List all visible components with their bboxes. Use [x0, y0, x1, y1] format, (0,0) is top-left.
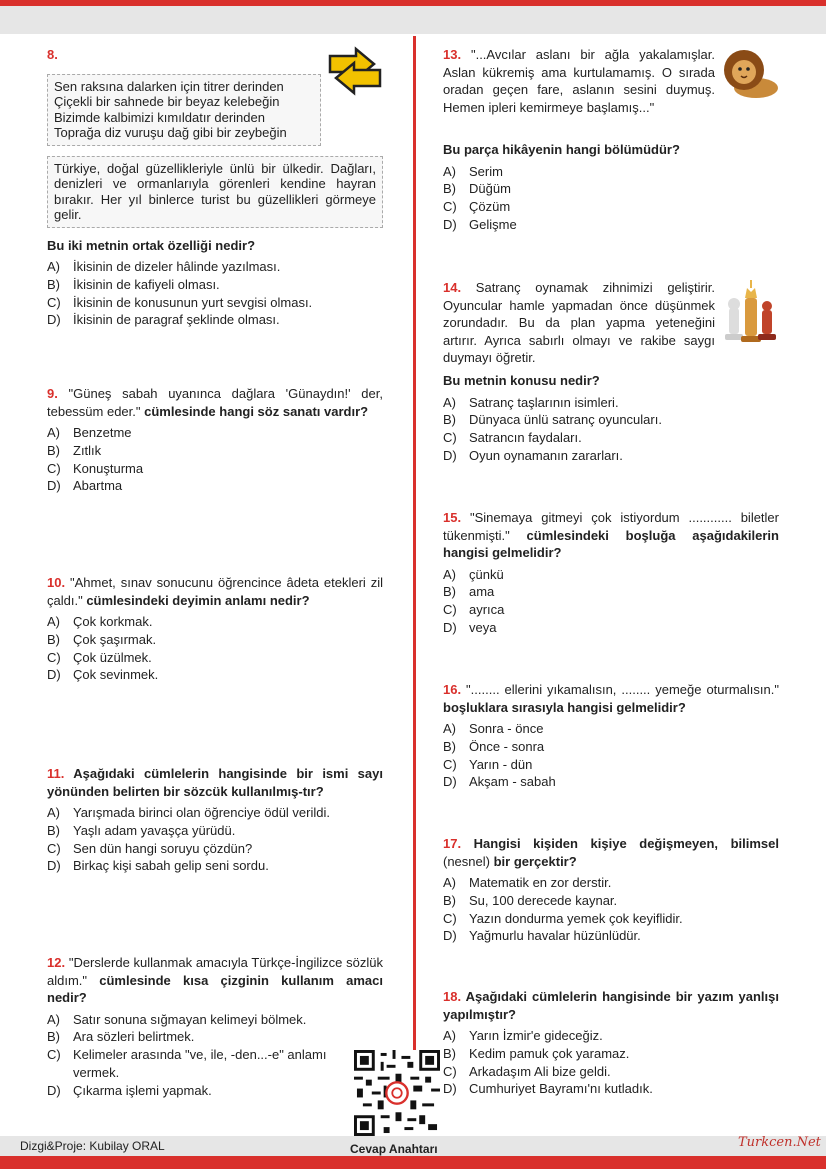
option-d[interactable]: D) Oyun oynamanın zararları.	[443, 447, 623, 463]
option-b[interactable]: B) Çok şaşırmak.	[47, 631, 157, 647]
option-c[interactable]: C) Arkadaşım Ali bize geldi.	[443, 1063, 611, 1079]
question-9: 9. "Güneş sabah uyanınca dağlara 'Günaydın!' der, tebessüm eder." cümlesinde hangi söz sanatı vardır? A) Benzetme B) Zıtlık C) Konuşturma D) Abartma	[47, 386, 383, 494]
option-d[interactable]: D) Cumhuriyet Bayramı'nı kutladık.	[443, 1081, 653, 1097]
option-b[interactable]: B) Önce - sonra	[443, 738, 545, 754]
question-15: 15. "Sinemaya gitmeyi çok istiyordum ............ biletler tükenmişti." cümlesindeki boşluğa aşağıdakilerin hangisi gelmelidir? A) çünkü B) ama C) ayrıca D) veya	[443, 510, 779, 635]
options-list	[47, 613, 383, 684]
question-stem: "Derslerde kullanmak amacıyla Türkçe-İngilizce sözlük aldım."	[47, 955, 383, 988]
question-stem: "...Avcılar aslanı bir ağla yakalamışlar. Aslan kükremiş ama kurtulamamış. O sırada oradan geçen fare, aslanın sesini duymuş. Hemen ipleri kemirmeye başlamış..."	[443, 47, 715, 115]
question-text: Bu metnin konusu nedir?	[443, 373, 600, 388]
question-text: Bu iki metnin ortak özelliği nedir?	[47, 237, 256, 253]
question-14-ask	[443, 372, 783, 465]
option-a[interactable]: A) Çok korkmak.	[47, 614, 153, 629]
question-stem: "Güneş sabah uyanınca dağlara 'Günaydın!' der, tebessüm eder."	[47, 386, 383, 419]
top-gray-band	[0, 6, 826, 34]
option-b[interactable]: B) Zıtlık	[47, 442, 102, 458]
question-text: Aşağıdaki cümlelerin hangisinde bir ismi sayı yönünden belirten bir sözcük kullanılmış-tır?	[47, 766, 383, 799]
option-b[interactable]: B) İkisinin de kafiyeli olması.	[47, 276, 220, 292]
option-d[interactable]: D) İkisinin de paragraf şeklinde olması.	[47, 312, 280, 328]
answer-key-label[interactable]: Cevap Anahtarı	[350, 1142, 438, 1156]
option-b[interactable]: B) Düğüm	[443, 181, 511, 197]
options-list	[443, 566, 779, 637]
option-c[interactable]: C) İkisinin de konusunun yurt sevgisi olması.	[47, 294, 313, 310]
question-text: Aşağıdaki cümlelerin hangisinde bir yazım yanlışı yapılmıştır?	[443, 989, 779, 1022]
arrows-icon	[326, 46, 384, 96]
option-d[interactable]: D) Yağmurlu havalar hüzünlüdür.	[443, 928, 641, 944]
question-text: Bu parça hikâyenin hangi bölümüdür?	[443, 142, 680, 157]
option-b[interactable]: B) Ara sözleri belirtmek.	[47, 1029, 195, 1045]
question-18: 18. Aşağıdaki cümlelerin hangisinde bir yazım yanlışı yapılmıştır? A) Yarın İzmir'e gideceğiz. B) Kedim pamuk çok yaramaz. C) Arkadaşım Ali bize geldi. D) Cumhuriyet Bayramı'nı kutladık.	[443, 989, 779, 1097]
options-list	[443, 163, 783, 234]
option-a[interactable]: A) Satır sonuna sığmayan kelimeyi bölmek.	[47, 1011, 307, 1027]
option-b[interactable]: B) ama	[443, 584, 495, 600]
question-text: Hangisi kişiden kişiye değişmeyen, bilimsel	[473, 836, 779, 851]
question-stem: "Ahmet, sınav sonucunu öğrencince âdeta etekleri zil çaldı."	[47, 575, 384, 608]
option-d[interactable]: D) Çıkarma işlemi yapmak.	[47, 1082, 212, 1098]
options-list	[443, 394, 783, 465]
qr-code-icon[interactable]	[354, 1050, 440, 1136]
question-stem: "Sinemaya gitmeyi çok istiyordum ............ biletler tükenmişti."	[443, 510, 779, 543]
poem-line: Sen raksına dalarken için titrer derinden	[54, 78, 284, 94]
options-list	[443, 874, 779, 945]
option-d[interactable]: D) Çok sevinmek.	[47, 667, 159, 683]
option-c[interactable]: C) Çözüm	[443, 199, 511, 215]
question-13: 13. "...Avcılar aslanı bir ağla yakalamışlar. Aslan kükremiş ama kurtulamamış. O sırada oradan geçen fare, aslanın sesini duymuş. Hemen ipleri kemirmeye başlamış..."	[443, 47, 715, 115]
column-divider	[413, 36, 416, 1131]
option-b[interactable]: B) Yaşlı adam yavaşça yürüdü.	[47, 822, 236, 838]
question-text-end: bir gerçektir?	[493, 853, 577, 869]
poem-box	[47, 74, 321, 146]
chess-pieces-icon	[722, 276, 780, 344]
poem-line: Çiçekli bir sahnede bir beyaz kelebeğin	[54, 94, 280, 109]
option-d[interactable]: D) veya	[443, 619, 497, 635]
footer-logo: Turkcen.Net	[738, 1135, 821, 1150]
question-stem: Satranç oynamak zihnimizi geliştirir. Oyuncular hamle yapmadan önce düşünmek zorundadır. Bu da plan yapma yeteneğini artırır. Ayrıca sabırlı olmayı ve rakibe saygı duymayı öğretir.	[443, 280, 715, 365]
question-text: cümlesinde hangi söz sanatı vardır?	[144, 403, 369, 419]
lion-icon	[720, 44, 782, 102]
option-b[interactable]: B) Dünyaca ünlü satranç oyuncuları.	[443, 412, 662, 428]
poem-line: Toprağa diz vuruşu dağ gibi bir zeybeğin	[54, 125, 287, 140]
question-13-ask	[443, 141, 783, 234]
question-text: cümlesinde kısa çizginin kullanım amacı nedir?	[47, 972, 383, 1005]
option-c[interactable]: C) Yarın - dün	[443, 756, 533, 772]
question-11: 11. Aşağıdaki cümlelerin hangisinde bir ismi sayı yönünden belirten bir sözcük kullanılmış-tır? A) Yarışmada birinci olan öğrenciye ödül verildi. B) Yaşlı adam yavaşça yürüdü. C) Sen dün hangi soruyu çözdün? D) Birkaç kişi sabah gelip seni sordu.	[47, 766, 383, 874]
options-list	[47, 1011, 383, 1100]
option-d[interactable]: D) Abartma	[47, 478, 123, 494]
question-text: boşluklara sırasıyla hangisi gelmelidir?	[443, 699, 686, 715]
question-12: 12. "Derslerde kullanmak amacıyla Türkçe-İngilizce sözlük aldım." cümlesinde kısa çizginin kullanım amacı nedir? A) Satır sonuna sığmayan kelimeyi bölmek. B) Ara sözleri belirtmek. C) Kelimeler arasında "ve, ile, -den...-e" anlamı vermek. D) Çıkarma işlemi yapmak.	[47, 955, 383, 1098]
options-list	[47, 258, 383, 329]
option-c[interactable]: C) Sen dün hangi soruyu çözdün?	[47, 840, 253, 856]
option-c[interactable]: C) Yazın dondurma yemek çok keyiflidir.	[443, 910, 683, 926]
question-14: 14. Satranç oynamak zihnimizi geliştirir. Oyuncular hamle yapmadan önce düşünmek zorundadır. Bu da plan yapma yeteneğini artırır. Ayrıca sabırlı olmayı ve rakibe saygı duymayı öğretir.	[443, 280, 715, 365]
question-stem: "........ ellerini yıkamalısın, ........ yemeğe oturmalısın."	[466, 682, 779, 697]
option-c[interactable]: C) ayrıca	[443, 602, 505, 618]
option-a[interactable]: A) Benzetme	[47, 425, 132, 440]
question-text-plain: (nesnel)	[443, 853, 490, 869]
question-text: cümlesindeki boşluğa aşağıdakilerin hangisi gelmelidir?	[443, 527, 779, 560]
poem-line: Bizimde kalbimizi kımıldatır derinden	[54, 109, 265, 125]
option-a[interactable]: A) İkisinin de dizeler hâlinde yazılması.	[47, 259, 281, 274]
question-16: 16. "........ ellerini yıkamalısın, ........ yemeğe oturmalısın." boşluklara sırasıyla hangisi gelmelidir? A) Sonra - önce B) Önce - sonra C) Yarın - dün D) Akşam - sabah	[443, 682, 779, 790]
option-c[interactable]: C) Çok üzülmek.	[47, 649, 152, 665]
option-d[interactable]: D) Birkaç kişi sabah gelip seni sordu.	[47, 858, 269, 874]
option-c[interactable]: C) Satrancın faydaları.	[443, 430, 582, 446]
option-d[interactable]: D) Akşam - sabah	[443, 774, 556, 790]
question-10: 10. "Ahmet, sınav sonucunu öğrencince âdeta etekleri zil çaldı." cümlesindeki deyimin anlamı nedir? A) Çok korkmak. B) Çok şaşırmak. C) Çok üzülmek. D) Çok sevinmek.	[47, 575, 384, 683]
question-text: cümlesindeki deyimin anlamı nedir?	[86, 592, 310, 608]
option-a[interactable]: A) çünkü	[443, 566, 504, 582]
option-b[interactable]: B) Su, 100 derecede kaynar.	[443, 892, 618, 908]
option-a[interactable]: A) Yarışmada birinci olan öğrenciye ödül verildi.	[47, 805, 330, 820]
option-a[interactable]: A) Sonra - önce	[443, 721, 544, 736]
footer-credit: Dizgi&Proje: Kubilay ORAL	[20, 1139, 165, 1153]
footer-red-band	[0, 1156, 826, 1169]
prose-box: Türkiye, doğal güzellikleriyle ünlü bir ülkedir. Dağları, denizleri ve ormanlarıyla görenleri kendine hayran bırakır. Her yıl binlerce turist bu güzellikleri görmeye gelir.	[47, 156, 383, 228]
option-c[interactable]: C) Kelimeler arasında "ve, ile, -den...-e" anlamı vermek.	[47, 1047, 327, 1080]
option-d[interactable]: D) Gelişme	[443, 216, 517, 232]
options-list	[47, 424, 383, 495]
option-a[interactable]: A) Matematik en zor derstir.	[443, 875, 612, 890]
option-a[interactable]: A) Serim	[443, 163, 503, 179]
question-17: 17. Hangisi kişiden kişiye değişmeyen, bilimsel (nesnel) bir gerçektir? A) Matematik en zor derstir. B) Su, 100 derecede kaynar. C) Yazın dondurma yemek çok keyiflidir. D) Yağmurlu havalar hüzünlüdür.	[443, 836, 779, 944]
option-c[interactable]: C) Konuşturma	[47, 460, 144, 476]
option-b[interactable]: B) Kedim pamuk çok yaramaz.	[443, 1045, 630, 1061]
options-list	[47, 804, 383, 875]
question-number: 8.	[47, 47, 58, 62]
options-list	[443, 720, 779, 791]
option-a[interactable]: A) Satranç taşlarının isimleri.	[443, 394, 619, 410]
options-list	[443, 1027, 779, 1098]
option-a[interactable]: A) Yarın İzmir'e gideceğiz.	[443, 1028, 603, 1043]
